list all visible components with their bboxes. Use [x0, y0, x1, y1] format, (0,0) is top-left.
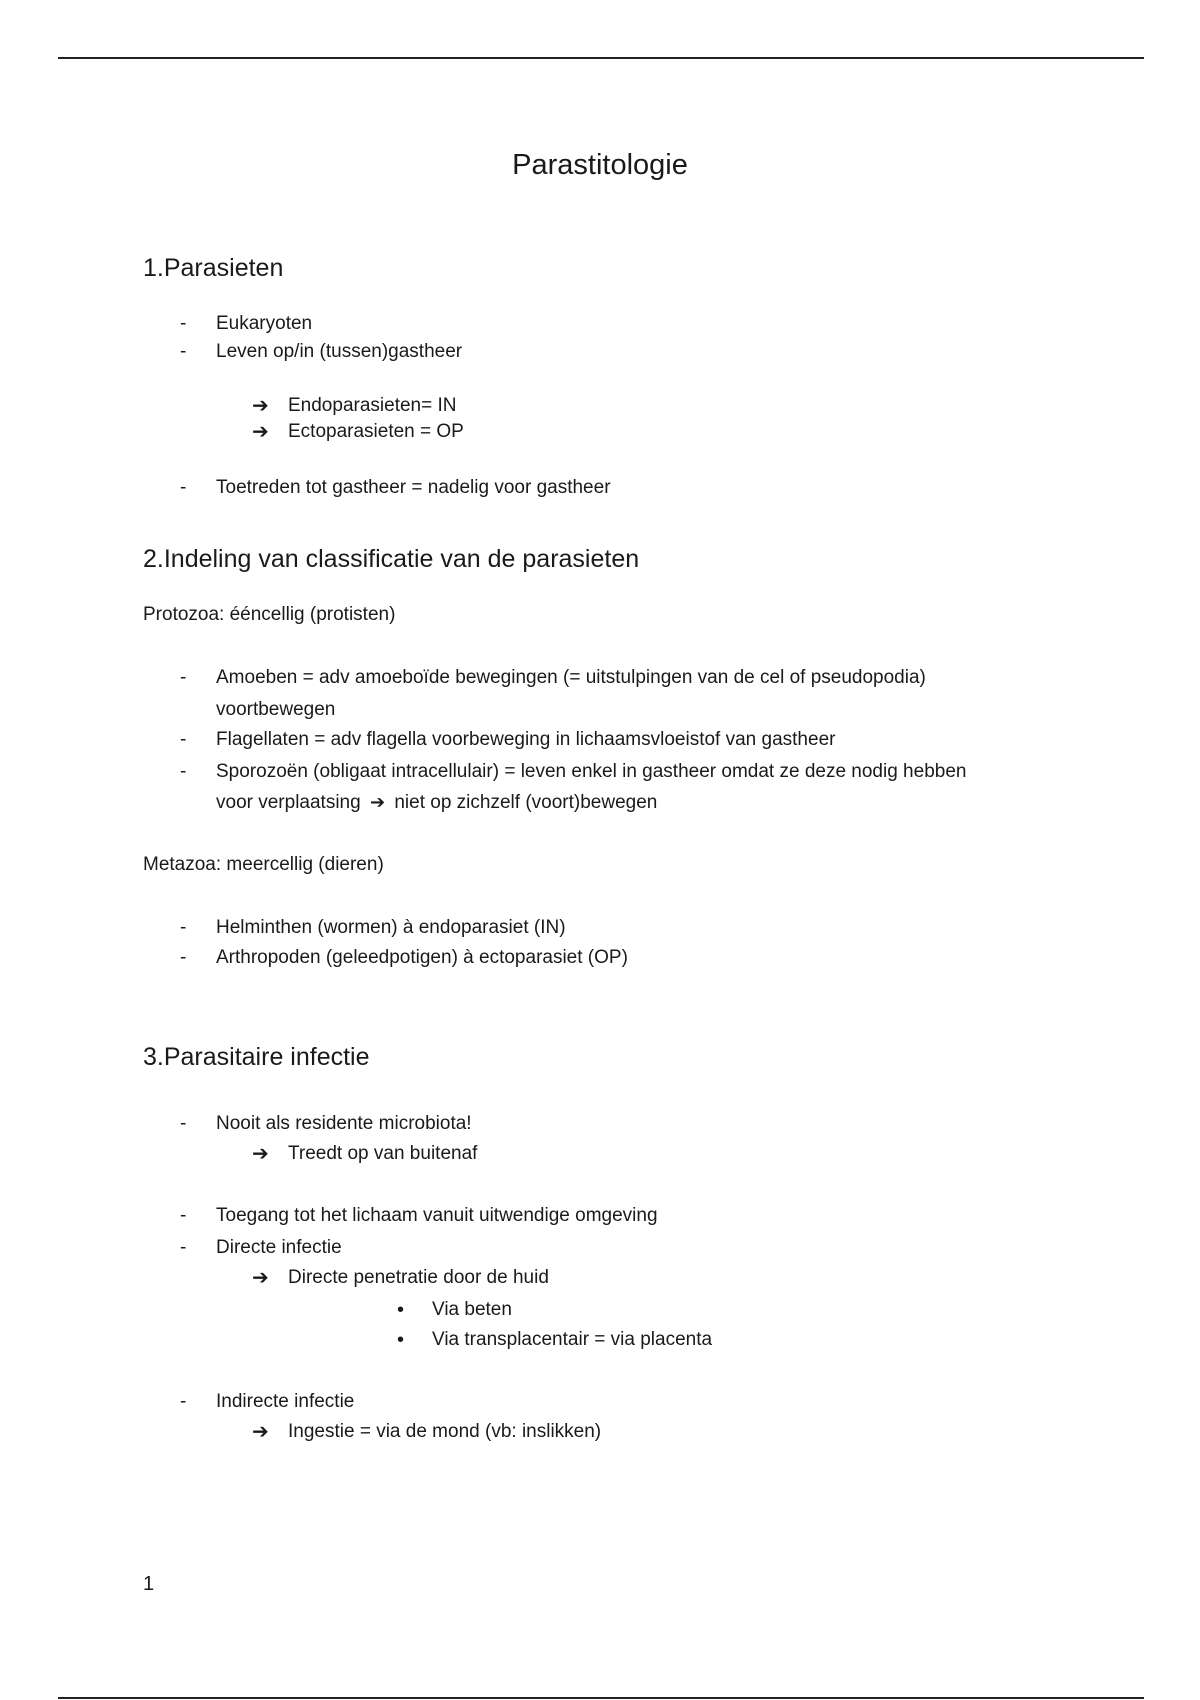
list-item: Helminthen (wormen) à endoparasiet (IN) [216, 917, 566, 938]
dash-bullet: - [180, 1113, 187, 1134]
list-item: Toetreden tot gastheer = nadelig voor gastheer [216, 477, 611, 498]
list-item: Eukaryoten [216, 313, 313, 334]
list-item-continuation [216, 790, 657, 815]
dash-bullet: - [180, 667, 187, 688]
dash-bullet: - [180, 917, 187, 938]
sub-item: Treedt op van buitenaf [288, 1143, 478, 1164]
section-3-heading: 3.Parasitaire infectie [143, 1043, 370, 1071]
arrow-icon: ➔ [252, 1143, 269, 1165]
list-item: Sporozoën (obligaat intracellulair) = leven enkel in gastheer omdat ze deze nodig hebben [216, 761, 967, 782]
sub-item: Directe penetratie door de huid [288, 1267, 549, 1288]
dash-bullet: - [180, 477, 187, 498]
dash-bullet: - [180, 1391, 187, 1412]
list-item: Flagellaten = adv flagella voorbeweging in lichaamsvloeistof van gastheer [216, 729, 836, 750]
arrow-icon: ➔ [369, 792, 386, 812]
arrow-icon: ➔ [252, 395, 269, 417]
metazoa-label: Metazoa: meercellig (dieren) [143, 854, 384, 875]
dash-bullet: - [180, 1237, 187, 1258]
list-item-text: niet op zichzelf (voort)bewegen [394, 792, 658, 813]
bullet-icon: • [397, 1299, 405, 1321]
list-item: Directe infectie [216, 1237, 342, 1258]
list-item: Leven op/in (tussen)gastheer [216, 341, 463, 362]
sub-item: Ectoparasieten = OP [288, 421, 464, 442]
list-item: Indirecte infectie [216, 1391, 355, 1412]
bullet-icon: • [397, 1329, 405, 1351]
sub-item: Endoparasieten= IN [288, 395, 457, 416]
protozoa-label: Protozoa: ééncellig (protisten) [143, 604, 396, 625]
dash-bullet: - [180, 947, 187, 968]
page-title: Parastitologie [512, 149, 688, 181]
dash-bullet: - [180, 1205, 187, 1226]
bullet-item: Via transplacentair = via placenta [432, 1329, 713, 1350]
bullet-item: Via beten [432, 1299, 512, 1320]
dash-bullet: - [180, 761, 187, 782]
arrow-icon: ➔ [252, 421, 269, 443]
arrow-icon: ➔ [252, 1267, 269, 1289]
list-item: Nooit als residente microbiota! [216, 1113, 472, 1134]
footer-rule [58, 1697, 1144, 1699]
list-item: Amoeben = adv amoeboïde bewegingen (= uitstulpingen van de cel of pseudopodia) [216, 667, 926, 688]
list-item: Toegang tot het lichaam vanuit uitwendige omgeving [216, 1205, 658, 1226]
sub-item: Ingestie = via de mond (vb: inslikken) [288, 1421, 602, 1442]
list-item: Arthropoden (geleedpotigen) à ectoparasiet (OP) [216, 947, 628, 968]
section-1-heading: 1.Parasieten [143, 254, 284, 282]
list-item-continuation: voortbewegen [216, 699, 336, 720]
arrow-icon: ➔ [252, 1421, 269, 1443]
header-rule [58, 57, 1144, 59]
list-item-text: voor verplaatsing [216, 792, 361, 813]
dash-bullet: - [180, 729, 187, 750]
dash-bullet: - [180, 341, 187, 362]
dash-bullet: - [180, 313, 187, 334]
section-2-heading: 2.Indeling van classificatie van de parasieten [143, 545, 640, 573]
page-number: 1 [143, 1573, 155, 1595]
